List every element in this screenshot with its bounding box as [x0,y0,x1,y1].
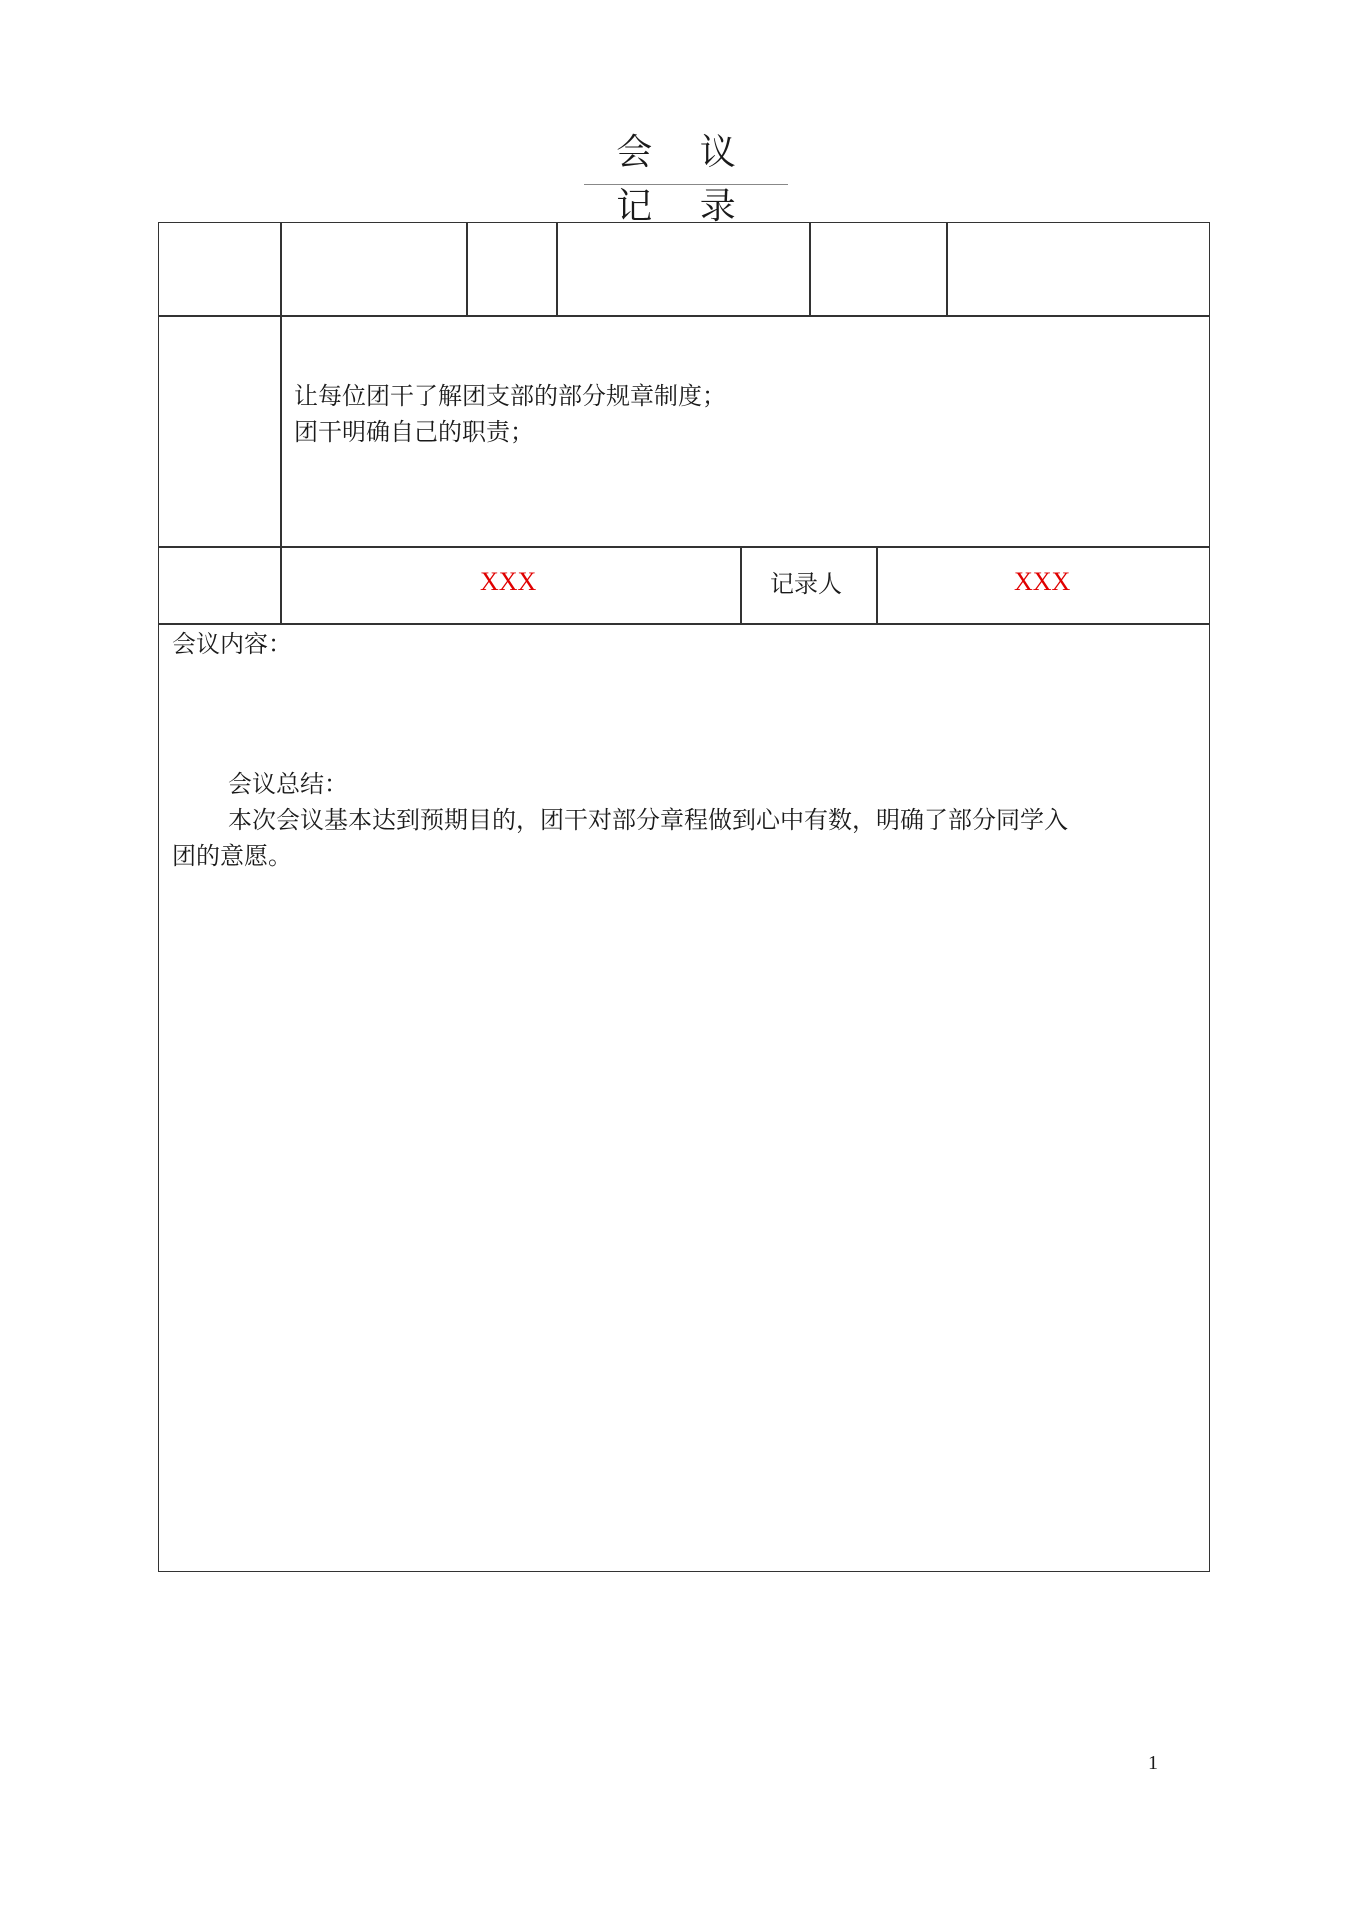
row-divider-3 [158,623,1210,625]
title-underline [584,184,788,185]
summary-label: 会议总结： [228,770,348,798]
recorder-label: 记录人 [770,570,842,598]
row1-divider-b [556,222,558,315]
summary-line-1: 本次会议基本达到预期目的，团干对部分章程做到心中有数，明确了部分同学入 [228,806,1068,834]
row1-divider-c [809,222,811,315]
page-number: 1 [1148,1752,1158,1774]
row3-divider-b [876,546,878,623]
page-title: 会 议 记 录 [616,132,754,227]
row3-divider-a [740,546,742,623]
host-name: XXX [480,567,537,596]
row1-divider-d [946,222,948,315]
recorder-name: XXX [1014,567,1071,596]
row-divider-1 [158,315,1210,317]
row1-divider-a [466,222,468,315]
summary-line-2: 团的意愿。 [172,842,292,870]
content-label: 会议内容： [172,630,292,658]
purpose-line-1: 让每位团干了解团支部的部分规章制度； [294,382,726,410]
label-column-divider [280,222,282,623]
row-divider-2 [158,546,1210,548]
purpose-line-2: 团干明确自己的职责； [294,418,534,446]
